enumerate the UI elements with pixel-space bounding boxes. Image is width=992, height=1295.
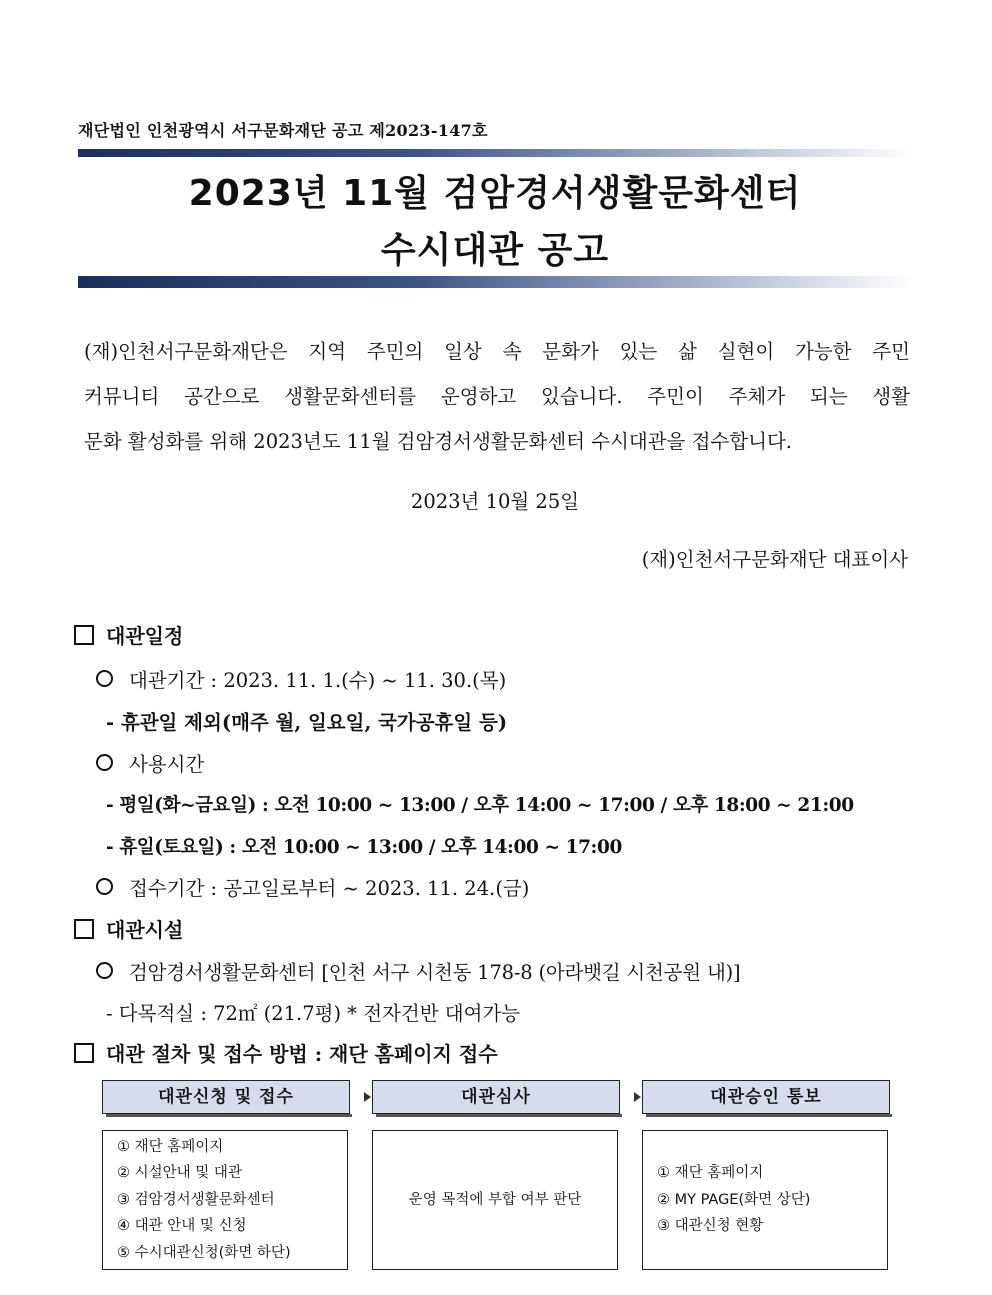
circle-bullet-icon — [96, 670, 113, 687]
checkbox-square-icon — [74, 625, 94, 645]
step-approval-header: 대관승인 통보 — [642, 1080, 890, 1114]
step-apply-details — [102, 1130, 348, 1270]
list-item: ① 재단 홈페이지 — [657, 1165, 764, 1182]
usage-hours-text: 사용시간 — [129, 753, 205, 776]
circle-bullet-icon — [96, 878, 113, 895]
application-period-text: 접수기간 : 공고일로부터 ~ 2023. 11. 24.(금) — [129, 877, 530, 900]
step-approval-details — [642, 1130, 888, 1270]
rental-period — [96, 665, 506, 693]
circle-bullet-icon — [96, 962, 113, 979]
intro-paragraph — [84, 329, 910, 464]
section-procedure-title — [74, 1038, 498, 1067]
list-item: ③ 검암경서생활문화센터 — [117, 1191, 275, 1208]
facility-address-text: 검암경서생활문화센터 [인천 서구 시천동 178-8 (아라뱃길 시천공원 내)] — [129, 961, 741, 984]
list-item: 운영 목적에 부합 여부 판단 — [408, 1191, 582, 1208]
triangle-arrow-icon — [364, 1092, 371, 1102]
list-item: ④ 대관 안내 및 신청 — [117, 1218, 247, 1235]
intro-line: 커뮤니티 공간으로 생활문화센터를 운영하고 있습니다. 주민이 주체가 되는 생활 — [84, 385, 910, 408]
step-review-header: 대관심사 — [372, 1080, 620, 1114]
list-item: ② 시설안내 및 대관 — [117, 1165, 242, 1182]
signer: (재)인천서구문화재단 대표이사 — [641, 548, 908, 571]
list-item: ③ 대관신청 현황 — [657, 1218, 764, 1235]
checkbox-square-icon — [74, 1043, 94, 1063]
section-title-text: 대관시설 — [106, 918, 184, 942]
triangle-arrow-icon — [634, 1092, 641, 1102]
rental-period-text: 대관기간 : 2023. 11. 1.(수) ~ 11. 30.(목) — [129, 669, 507, 692]
title-divider-top — [78, 149, 912, 157]
list-item: ① 재단 홈페이지 — [117, 1138, 224, 1155]
list-item: ⑤ 수시대관신청(화면 하단) — [117, 1244, 291, 1261]
title-divider-bottom — [78, 276, 912, 288]
closed-days: - 휴관일 제외(매주 월, 일요일, 국가공휴일 등) — [106, 711, 508, 734]
step-review-details — [372, 1130, 618, 1270]
application-period — [96, 873, 529, 901]
section-title-text: 대관일정 — [106, 624, 184, 648]
weekday-hours: - 평일(화~금요일) : 오전 10:00 ~ 13:00 / 오후 14:00 ~ 17:00 / 오후 18:00 ~ 21:00 — [106, 795, 854, 816]
page-title-line2: 수시대관 공고 — [380, 230, 610, 271]
step-apply-header: 대관신청 및 접수 — [102, 1080, 350, 1114]
facility-address — [96, 957, 740, 985]
list-item: ② MY PAGE(화면 상단) — [657, 1191, 811, 1208]
page-title-line1: 2023년 11월 검암경서생활문화센터 — [188, 173, 802, 214]
checkbox-square-icon — [74, 919, 94, 939]
circle-bullet-icon — [96, 754, 113, 771]
announcement-date: 2023년 10월 25일 — [410, 490, 580, 513]
intro-line: (재)인천서구문화재단은 지역 주민의 일상 속 문화가 있는 삶 실현이 가능한 주민 — [84, 340, 910, 363]
holiday-hours: - 휴일(토요일) : 오전 10:00 ~ 13:00 / 오후 14:00 ~ 17:00 — [106, 837, 622, 858]
section-facility-title — [74, 914, 183, 943]
intro-line: 문화 활성화를 위해 2023년도 11월 검암경서생활문화센터 수시대관을 접수합니다. — [84, 430, 792, 453]
section-title-text: 대관 절차 및 접수 방법 : 재단 홈페이지 접수 — [106, 1042, 498, 1066]
room-info: - 다목적실 : 72㎡ (21.7평) * 전자건반 대여가능 — [106, 1002, 521, 1025]
section-schedule-title — [74, 620, 183, 649]
usage-hours — [96, 749, 204, 777]
notice-number: 재단법인 인천광역시 서구문화재단 공고 제2023-147호 — [78, 121, 488, 140]
